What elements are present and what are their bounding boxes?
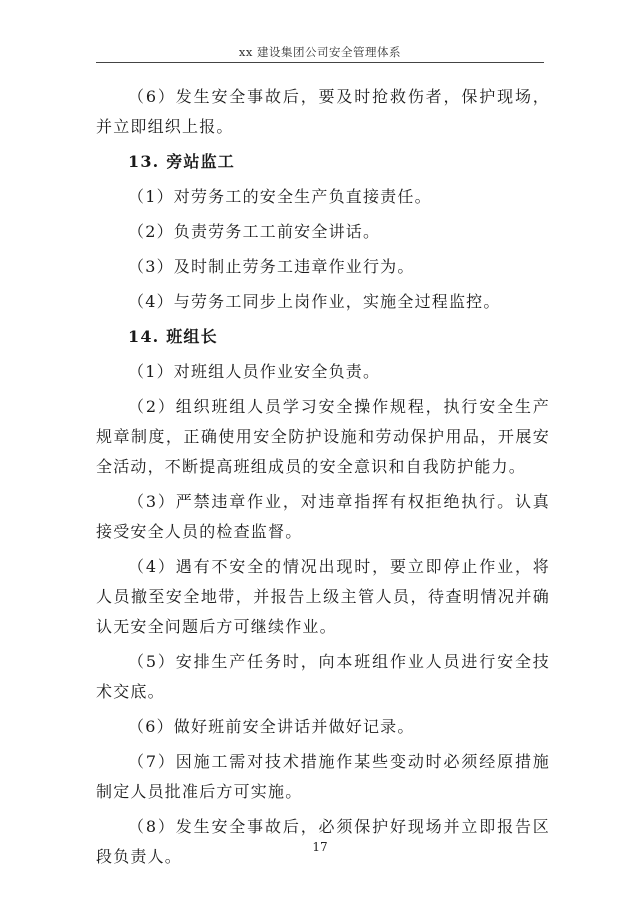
section-heading-14: 14. 班组长 <box>128 327 218 346</box>
section-heading-13: 13. 旁站监工 <box>128 152 236 171</box>
list-item: （4）与劳务工同步上岗作业，实施全过程监控。 <box>128 292 501 311</box>
paragraph: （6）发生安全事故后，要及时抢救伤者，保护现场，并立即组织上报。 <box>96 87 550 136</box>
list-item: （3）严禁违章作业，对违章指挥有权拒绝执行。认真接受安全人员的检查监督。 <box>96 492 550 541</box>
list-item: （4）遇有不安全的情况出现时，要立即停止作业，将人员撤至安全地带，并报告上级主管人员，待查明情况并确认无安全问题后方可继续作业。 <box>96 557 550 636</box>
document-body <box>96 82 550 877</box>
list-item: （2）组织班组人员学习安全操作规程，执行安全生产规章制度，正确使用安全防护设施和劳动保护用品，开展安全活动，不断提高班组成员的安全意识和自我防护能力。 <box>96 397 550 476</box>
list-item: （5）安排生产任务时，向本班组作业人员进行安全技术交底。 <box>96 652 550 701</box>
page-header: xx 建设集团公司安全管理体系 <box>238 45 402 59</box>
header-divider <box>96 62 544 63</box>
list-item: （3）及时制止劳务工违章作业行为。 <box>128 257 415 276</box>
list-item: （6）做好班前安全讲话并做好记录。 <box>128 717 415 736</box>
list-item: （1）对劳务工的安全生产负直接责任。 <box>128 187 432 206</box>
list-item: （8）发生安全事故后，必须保护好现场并立即报告区段负责人。 <box>96 817 550 866</box>
list-item: （1）对班组人员作业安全负责。 <box>128 362 381 381</box>
page-number: 17 <box>312 840 328 854</box>
list-item: （2）负责劳务工工前安全讲话。 <box>128 222 381 241</box>
list-item: （7）因施工需对技术措施作某些变动时必须经原措施制定人员批准后方可实施。 <box>96 752 550 801</box>
